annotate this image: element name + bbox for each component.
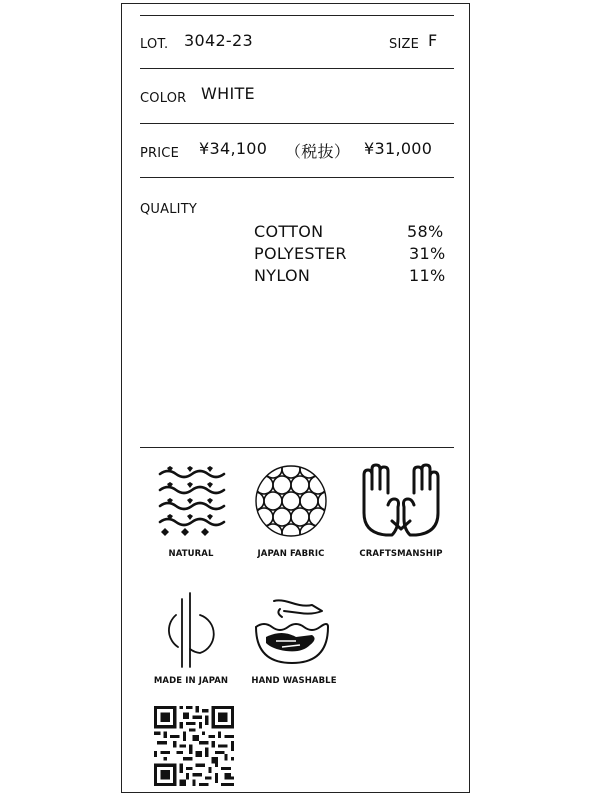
price-tax-note: （税抜） xyxy=(285,142,351,161)
price-tax-excluded: ¥31,000 xyxy=(364,139,433,158)
price-tax-included: ¥34,100 xyxy=(199,139,268,158)
size-value: F xyxy=(428,31,438,50)
material-name: COTTON xyxy=(254,222,324,241)
craftsmanship-caption: CRAFTSMANSHIP xyxy=(359,549,443,559)
color-value: WHITE xyxy=(201,84,255,103)
divider xyxy=(140,177,454,178)
lot-label: LOT. xyxy=(140,37,169,52)
made-in-japan-icon xyxy=(156,591,226,669)
natural-icon xyxy=(158,466,226,538)
material-percent: 58% xyxy=(407,222,444,241)
product-tag xyxy=(121,3,470,793)
material-name: POLYESTER xyxy=(254,244,347,263)
craftsmanship-icon xyxy=(358,463,444,539)
made-in-japan-caption: MADE IN JAPAN xyxy=(153,676,229,686)
material-name: NYLON xyxy=(254,266,311,285)
hand-washable-icon xyxy=(252,597,332,667)
divider xyxy=(140,447,454,448)
size-label: SIZE xyxy=(389,37,420,52)
japan-fabric-caption: JAPAN FABRIC xyxy=(257,549,325,559)
divider xyxy=(140,15,454,16)
japan-fabric-icon xyxy=(255,465,327,537)
natural-caption: NATURAL xyxy=(168,549,214,559)
qr-code-icon[interactable] xyxy=(154,706,234,786)
divider xyxy=(140,123,454,124)
price-label: PRICE xyxy=(140,146,179,161)
material-percent: 31% xyxy=(409,244,446,263)
divider xyxy=(140,68,454,69)
hand-washable-caption: HAND WASHABLE xyxy=(251,676,337,686)
color-label: COLOR xyxy=(140,91,187,106)
quality-label: QUALITY xyxy=(140,202,197,217)
material-percent: 11% xyxy=(409,266,446,285)
lot-value: 3042-23 xyxy=(184,31,253,50)
